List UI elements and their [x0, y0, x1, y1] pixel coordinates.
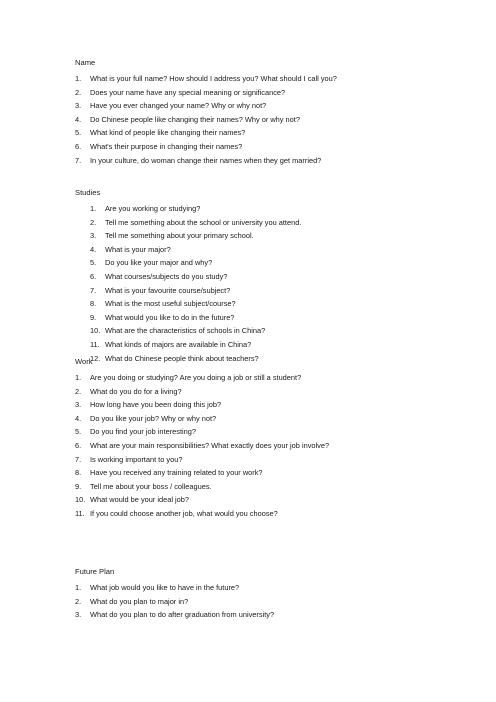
list-item-number: 8. — [75, 468, 82, 478]
question-text: How long have you been doing this job? — [90, 400, 222, 410]
list-item-number: 8. — [90, 299, 97, 309]
list-item-number: 1. — [75, 583, 82, 592]
question-text: Do you find your job interesting? — [90, 427, 196, 437]
list-item-number: 3. — [75, 101, 82, 111]
question-text: What job would you like to have in the future? — [90, 583, 240, 592]
list-item-number: 7. — [75, 454, 82, 464]
question-text: Have you received any training related to your work? — [90, 468, 263, 478]
question-text: Do you like your job? Why or why not? — [90, 413, 217, 423]
list-item-number: 1. — [90, 204, 97, 213]
list-item-number: 7. — [75, 155, 82, 165]
list-item-number: 1. — [75, 373, 82, 382]
list-item-number: 2. — [75, 596, 82, 606]
list-item-number: 6. — [75, 440, 82, 450]
list-item-number: 9. — [75, 481, 82, 491]
section-heading: Work — [75, 357, 93, 366]
list-item-number: 4. — [75, 413, 82, 423]
section-heading: Studies — [75, 188, 101, 197]
question-text: What would you like to do in the future? — [105, 312, 235, 322]
question-text: Do you like your major and why? — [105, 258, 213, 268]
list-item-number: 2. — [90, 217, 97, 227]
list-item-number: 6. — [75, 141, 82, 151]
list-item-number: 1. — [75, 74, 82, 83]
list-item-number: 3. — [90, 231, 97, 241]
list-item-number: 10. — [90, 326, 101, 336]
section-heading: Future Plan — [75, 567, 115, 576]
list-item-number: 9. — [90, 312, 97, 322]
question-text: Tell me something about your primary school. — [105, 231, 254, 241]
question-text: Tell me something about the school or university you attend. — [105, 217, 302, 227]
question-text: Tell me about your boss / colleagues. — [90, 481, 212, 491]
question-text: What courses/subjects do you study? — [105, 271, 228, 281]
question-text: Have you ever changed your name? Why or why not? — [90, 101, 267, 111]
question-text: What is your full name? How should I address you? What should I call you? — [90, 74, 337, 83]
question-text: If you could choose another job, what would you choose? — [90, 508, 278, 518]
question-text: What is the most useful subject/course? — [105, 299, 236, 309]
question-text: Does your name have any special meaning or significance? — [90, 87, 286, 97]
list-item-number: 3. — [75, 610, 82, 620]
section-heading: Name — [75, 58, 96, 67]
list-item-number: 7. — [90, 285, 97, 295]
question-text: In your culture, do woman change their names when they get married? — [90, 155, 322, 165]
list-item-number: 5. — [90, 258, 97, 268]
list-item-number: 3. — [75, 400, 82, 410]
list-item-number: 6. — [90, 271, 97, 281]
list-item-number: 5. — [75, 128, 82, 138]
list-item-number: 11. — [90, 339, 100, 349]
question-text: Is working important to you? — [90, 454, 183, 464]
question-text: What's their purpose in changing their names? — [90, 141, 243, 151]
question-text: What kind of people like changing their names? — [90, 128, 246, 138]
list-item-number: 10. — [75, 495, 86, 505]
question-text: What are the characteristics of schools in China? — [105, 326, 266, 336]
question-text: Are you doing or studying? Are you doing a job or still a student? — [90, 373, 302, 382]
question-text: Do Chinese people like changing their names? Why or why not? — [90, 114, 300, 124]
question-text: What is your major? — [105, 244, 171, 254]
question-text: Are you working or studying? — [105, 204, 201, 213]
question-text: What is your favourite course/subject? — [105, 285, 231, 295]
question-text: What are your main responsibilities? What exactly does your job involve? — [90, 440, 330, 450]
question-text: What would be your ideal job? — [90, 495, 190, 505]
list-item-number: 4. — [90, 244, 97, 254]
question-text: What do you do for a living? — [90, 386, 182, 396]
question-text: What do you plan to do after graduation from university? — [90, 610, 275, 620]
question-text: What kinds of majors are available in China? — [105, 339, 252, 349]
question-text: What do Chinese people think about teachers? — [105, 353, 259, 363]
list-item-number: 12. — [90, 353, 101, 363]
list-item-number: 4. — [75, 114, 82, 124]
list-item-number: 5. — [75, 427, 82, 437]
question-text: What do you plan to major in? — [90, 596, 189, 606]
list-item-number: 2. — [75, 386, 82, 396]
list-item-number: 11. — [75, 508, 85, 518]
list-item-number: 2. — [75, 87, 82, 97]
